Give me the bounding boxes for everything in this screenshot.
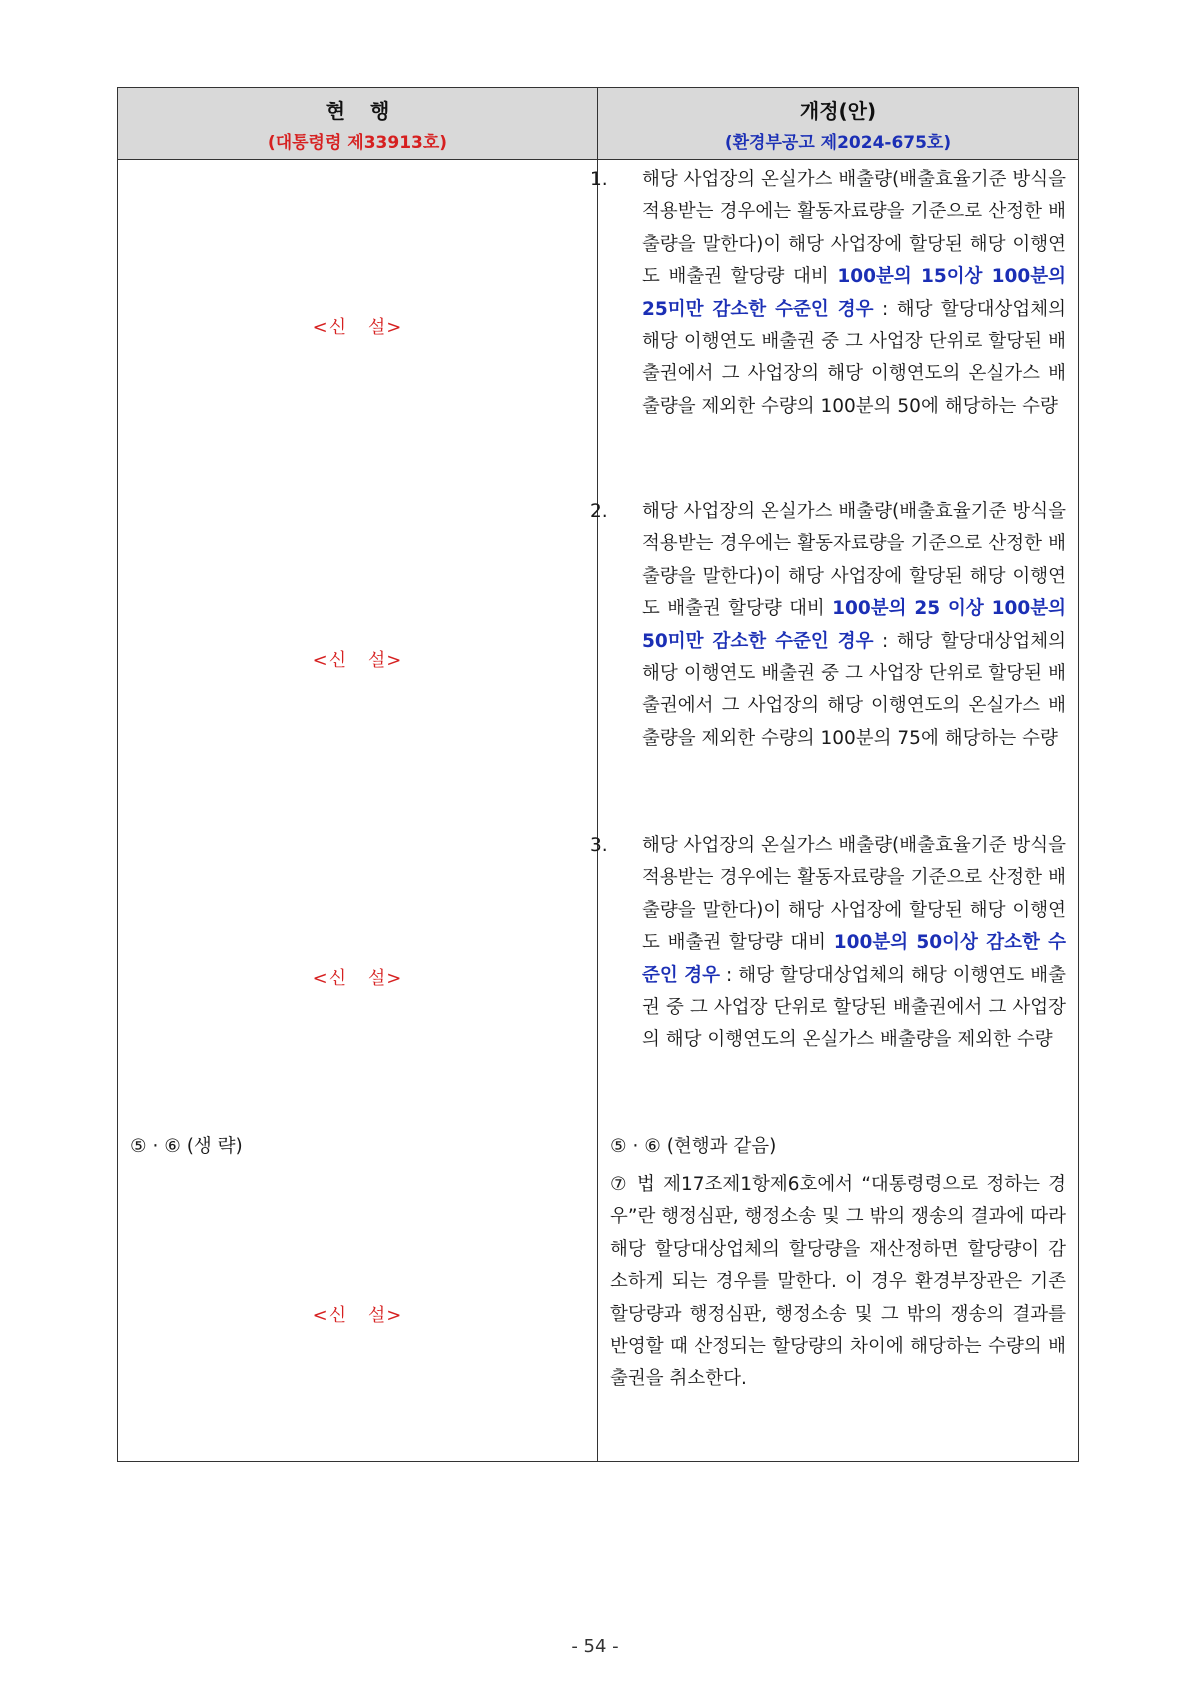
new-provision-mark: <신 설> xyxy=(312,317,403,338)
new-provision-mark: <신 설> xyxy=(312,967,403,989)
row-5-6-proposed xyxy=(598,1127,1078,1167)
comparison-table xyxy=(117,87,1079,1462)
row-5-6-current xyxy=(118,1127,597,1167)
item-1-proposed xyxy=(590,160,1078,492)
item-2-number: 2. xyxy=(590,501,608,522)
current-column-header xyxy=(118,88,598,160)
item-3-current xyxy=(118,826,597,1127)
new-provision-mark: <신 설> xyxy=(312,650,403,671)
current-subtitle: (대통령령 제33913호) xyxy=(267,132,448,153)
para-7-proposed xyxy=(598,1167,1078,1461)
para-7-text: ⑦ 법 제17조제1항제6호에서 “대통령령으로 정하는 경우”란 행정심판, 행정소송 및 그 밖의 쟁송의 결과에 따라 해당 할당대상업체의 할당량을 재산정하면 할당량이 감소하게 되는 경우를 말한다. 이 경우 환경부장관은 기존 할당량과 행정심판, 행정소송 및 그 밖의 쟁송의 결과를 반영할 때 산정되는 할당량의 차이에 해당하는 수량의 배출권을 취소한다. xyxy=(610,1174,1066,1390)
item-3-pre: 해당 사업장의 온실가스 배출량(배출효율기준 방식을 적용받는 경우에는 활동자료량을 기준으로 산정한 배출량을 말한다)이 해당 사업장에 할당된 해당 이행연도 배출권 할당량 대비 xyxy=(642,835,1066,954)
item-3-proposed xyxy=(590,826,1078,1127)
item-3-post: : 해당 할당대상업체의 해당 이행연도 배출권 중 그 사업장 단위로 할당된 배출권에서 그 사업장의 해당 이행연도의 온실가스 배출량을 제외한 수량 xyxy=(642,964,1066,1051)
row-5-6-right-text: ⑤ · ⑥ (현행과 같음) xyxy=(610,1136,777,1157)
item-2-post: : 해당 할당대상업체의 해당 이행연도 배출권 중 그 사업장 단위로 할당된 배출권에서 그 사업장의 해당 이행연도의 온실가스 배출량을 제외한 수량의 100분의 75에 해당하는 수량 xyxy=(642,630,1066,749)
para-7-current xyxy=(118,1167,597,1461)
item-1-text xyxy=(590,164,1078,423)
item-1-current xyxy=(118,160,597,492)
proposed-column-header xyxy=(598,88,1079,160)
item-3-emphasis: 100분의 50이상 감소한 수준인 경우 xyxy=(642,932,1066,986)
item-3-number: 3. xyxy=(590,835,608,856)
item-1-number: 1. xyxy=(590,169,608,190)
item-2-current xyxy=(118,492,597,826)
item-1-pre: 해당 사업장의 온실가스 배출량(배출효율기준 방식을 적용받는 경우에는 활동자료량을 기준으로 산정한 배출량을 말한다)이 해당 사업장에 할당된 해당 이행연도 배출권 할당량 대비 xyxy=(642,169,1066,288)
proposed-title: 개정(안) xyxy=(799,98,877,123)
row-5-6-left-text: ⑤ · ⑥ (생 략) xyxy=(130,1136,243,1157)
table-header-row xyxy=(118,88,1079,160)
item-2-text xyxy=(590,496,1078,755)
proposed-subtitle: (환경부공고 제2024-675호) xyxy=(724,132,952,153)
current-column-body xyxy=(118,160,598,1462)
item-1-emphasis: 100분의 15이상 100분의 25미만 감소한 수준인 경우 xyxy=(642,266,1066,320)
proposed-column-body xyxy=(590,160,1079,1462)
item-2-pre: 해당 사업장의 온실가스 배출량(배출효율기준 방식을 적용받는 경우에는 활동자료량을 기준으로 산정한 배출량을 말한다)이 해당 사업장에 할당된 해당 이행연도 배출권 할당량 대비 xyxy=(642,501,1066,620)
item-2-emphasis: 100분의 25 이상 100분의 50미만 감소한 수준인 경우 xyxy=(642,598,1066,652)
table-body-row xyxy=(118,160,1079,1462)
new-provision-mark: <신 설> xyxy=(312,1305,403,1326)
item-3-text xyxy=(590,830,1078,1057)
item-2-proposed xyxy=(590,492,1078,826)
item-1-post: : 해당 할당대상업체의 해당 이행연도 배출권 중 그 사업장 단위로 할당된 배출권에서 그 사업장의 해당 이행연도의 온실가스 배출량을 제외한 수량의 100분의 50에 해당하는 수량 xyxy=(642,298,1066,417)
page-number: - 54 - xyxy=(571,1636,619,1657)
current-title: 현 행 xyxy=(325,98,390,123)
